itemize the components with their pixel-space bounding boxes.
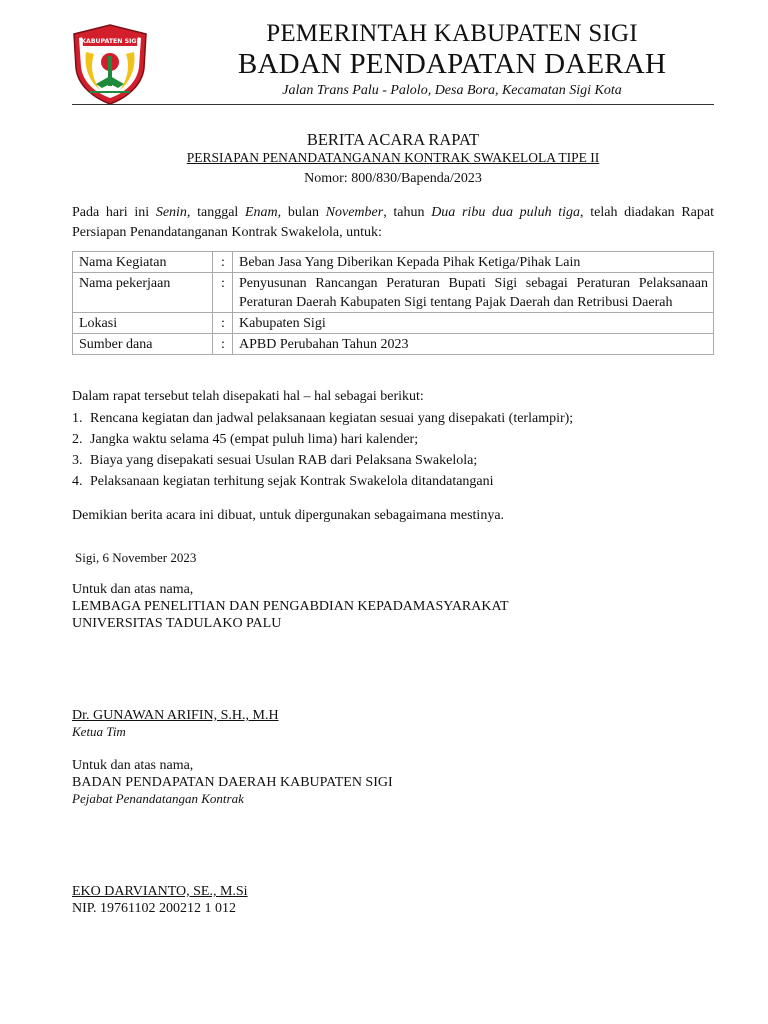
document-title: BERITA ACARA RAPAT: [306, 130, 480, 149]
intro-text: , telah diadakan Rapat Persiapan Penandatanganan Kontrak Swakelola, untuk:: [72, 205, 714, 240]
list-number: 2.: [72, 432, 83, 447]
kabupaten-sigi-logo: [68, 22, 152, 106]
signatory-1-name: Dr. GUNAWAN ARIFIN, S.H., M.H: [72, 708, 279, 723]
svg-text:KABUPATEN SIGI: KABUPATEN SIGI: [81, 38, 139, 45]
intro-text: , bulan: [277, 205, 326, 220]
organization-line: LEMBAGA PENELITIAN DAN PENGABDIAN KEPADAMASYARAKAT: [72, 599, 509, 614]
list-item: [72, 471, 573, 492]
list-text: Pelaksanaan kegiatan terhitung sejak Kontrak Swakelola ditandatangani: [90, 474, 494, 489]
list-text: Biaya yang disepakati sesuai Usulan RAB dari Pelaksana Swakelola;: [90, 453, 478, 468]
letterhead-address: Jalan Trans Palu - Palolo, Desa Bora, Kecamatan Sigi Kota: [282, 83, 622, 98]
intro-text: Pada hari ini: [72, 205, 156, 220]
intro-month: November: [325, 205, 384, 220]
document-number: Nomor: 800/830/Bapenda/2023: [304, 171, 482, 186]
table-row: [73, 252, 714, 273]
document-subtitle: PERSIAPAN PENANDATANGANAN KONTRAK SWAKELOLA TIPE II: [186, 150, 600, 165]
row-separator: :: [213, 334, 233, 355]
organization-line: UNIVERSITAS TADULAKO PALU: [72, 616, 282, 631]
row-separator: :: [213, 252, 233, 273]
list-item: [72, 429, 573, 450]
table-row: [73, 313, 714, 334]
agreement-list: [72, 408, 573, 492]
list-item: [72, 408, 573, 429]
letterhead-government: PEMERINTAH KABUPATEN SIGI: [266, 20, 638, 47]
list-item: [72, 450, 573, 471]
row-label: Nama pekerjaan: [73, 273, 213, 313]
activity-info-table: [72, 251, 714, 355]
intro-date: Enam: [245, 205, 278, 220]
row-value: Kabupaten Sigi: [233, 313, 714, 334]
intro-text: tanggal: [190, 205, 245, 220]
row-label: Nama Kegiatan: [73, 252, 213, 273]
signatory-2-nip: NIP. 19761102 200212 1 012: [72, 901, 236, 916]
signatory-1-role: Ketua Tim: [72, 724, 126, 739]
list-number: 1.: [72, 411, 83, 426]
intro-text: , tahun: [383, 205, 432, 220]
list-number: 3.: [72, 453, 83, 468]
agreement-intro: Dalam rapat tersebut telah disepakati hal – hal sebagai berikut:: [72, 389, 424, 404]
row-label: Sumber dana: [73, 334, 213, 355]
letterhead-divider: [72, 104, 714, 105]
row-separator: :: [213, 273, 233, 313]
on-behalf-label: Untuk dan atas nama,: [72, 582, 194, 597]
row-value: APBD Perubahan Tahun 2023: [233, 334, 714, 355]
signatory-2-role: Pejabat Penandatangan Kontrak: [72, 791, 244, 806]
row-value: Beban Jasa Yang Diberikan Kepada Pihak Ketiga/Pihak Lain: [233, 252, 714, 273]
intro-year: Dua ribu dua puluh tiga: [431, 205, 581, 220]
row-separator: :: [213, 313, 233, 334]
place-date: Sigi, 6 November 2023: [75, 550, 197, 565]
list-text: Rencana kegiatan dan jadwal pelaksanaan kegiatan sesuai yang disepakati (terlampir);: [90, 411, 574, 426]
intro-paragraph: [72, 203, 714, 243]
organization-line: BADAN PENDAPATAN DAERAH KABUPATEN SIGI: [72, 775, 393, 790]
row-label: Lokasi: [73, 313, 213, 334]
on-behalf-label: Untuk dan atas nama,: [72, 758, 194, 773]
table-row: [73, 334, 714, 355]
table-row: [73, 273, 714, 313]
row-value: Penyusunan Rancangan Peraturan Bupati Sigi sebagai Peraturan Pelaksanaan Peraturan Daerah Kabupaten Sigi tentang Pajak Daerah dan Retribusi Daerah: [233, 273, 714, 313]
letterhead-agency: BADAN PENDAPATAN DAERAH: [237, 48, 667, 80]
list-number: 4.: [72, 474, 83, 489]
closing-statement: Demikian berita acara ini dibuat, untuk dipergunakan sebagaimana mestinya.: [72, 508, 505, 523]
intro-day: Senin,: [155, 205, 191, 220]
signatory-2-name: EKO DARVIANTO, SE., M.Si: [72, 884, 248, 899]
list-text: Jangka waktu selama 45 (empat puluh lima) hari kalender;: [90, 432, 419, 447]
signatory-1-block: [72, 581, 509, 632]
signatory-2-block: [72, 757, 393, 791]
